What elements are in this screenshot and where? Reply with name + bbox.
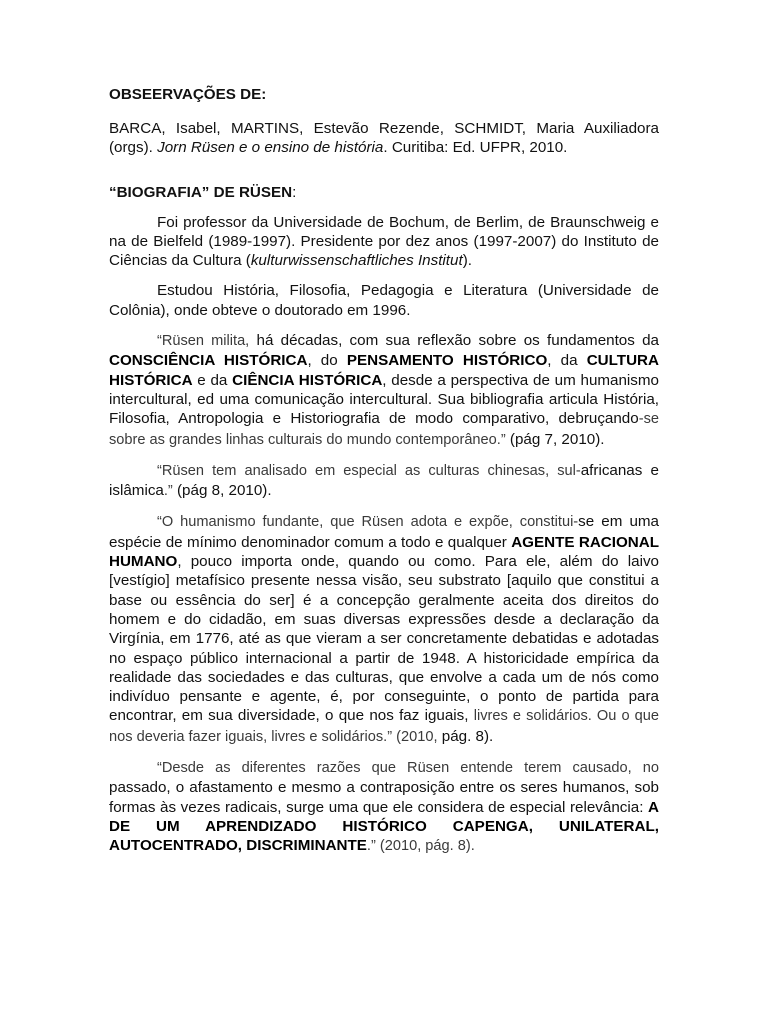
section-title: “BIOGRAFIA” DE RÜSEN: bbox=[109, 183, 297, 201]
quote-paragraph-4: “Desde as diferentes razões que Rüsen entende terem causado, no passado, o afastamento e mesmo a contraposição entre os seres humanos, sob formas às vezes radicais, surge uma que ele considera de especial relevância: A DE UM APRENDIZADO HISTÓRICO CAPENGA, UNILATERAL, AUTOCENTRADO, DISCRIMINANTE.” (2010, pág. 8). bbox=[109, 760, 659, 855]
quote-paragraph-2: “Rüsen tem analisado em especial as culturas chinesas, sul-africanas e islâmica.” (pág 8, 2010). bbox=[109, 461, 659, 500]
quote-paragraph-3: “O humanismo fundante, que Rüsen adota e expõe, constitui-se em uma espécie de mínimo denominador comum a todo e qualquer AGENTE RACIONAL HUMANO, pouco importa onde, quando ou como. Para ele, além do laivo [vestígio] metafísico presente nessa visão, seu substrato [aquilo que constitui a base ou essência do ser] é a concepção geralmente aceita dos direitos do homem e do cidadão, em suas diversas expressões desde a declaração da Virgínia, em 1776, até as que vieram a ser concretamente debatidas e adotadas no espaço público internacional a partir de 1948. A historicidade empírica da realidade das sociedades e das culturas, que envolve a cada um de nós como indivíduo pensante e agente, é, por conseguinte, o ponto de partida para encontrar, em sua diversidade, o que nos faz iguais, livres e solidários. Ou o que nos deveria fazer iguais, livres e solidários.” (2010, pág. 8). bbox=[109, 513, 660, 745]
institute-name: kulturwissenschaftliches Institut bbox=[250, 252, 463, 270]
bibliographic-reference bbox=[109, 119, 659, 158]
bio-paragraph-2: Estudou História, Filosofia, Pedagogia e Literatura (Universidade de Colônia), onde obteve o doutorado em 1996. bbox=[109, 282, 659, 319]
reference-publisher: . Curitiba: Ed. UFPR, 2010. bbox=[383, 139, 568, 157]
reference-authors: BARCA, Isabel, MARTINS, Estevão Rezende, SCHMIDT, Maria Auxiliadora (orgs). bbox=[109, 120, 659, 157]
bio-paragraph-1: Foi professor da Universidade de Bochum, de Berlim, de Braunschweig e na de Bielfeld (1989-1997). Presidente por dez anos (1997-2007) do Instituto de Ciências da Cultura (kulturwissenschaftliches Institut). bbox=[109, 213, 659, 270]
reference-book-title: Jorn Rüsen e o ensino de história bbox=[157, 139, 384, 157]
quote-paragraph-1: “Rüsen milita, há décadas, com sua reflexão sobre os fundamentos da CONSCIÊNCIA HISTÓRICA, do PENSAMENTO HISTÓRICO, da CULTURA HISTÓRICA e da CIÊNCIA HISTÓRICA, desde a perspectiva de um humanismo intercultural, ed uma comunicação intercultural. Sua bibliografia articula História, Filosofia, Antropologia e Historiografia de modo comparativo, debruçando-se sobre as grandes linhas culturais do mundo contemporâneo.” (pág 7, 2010). bbox=[109, 332, 659, 448]
document-title: OBSEERVAÇÕES DE: bbox=[109, 86, 267, 103]
